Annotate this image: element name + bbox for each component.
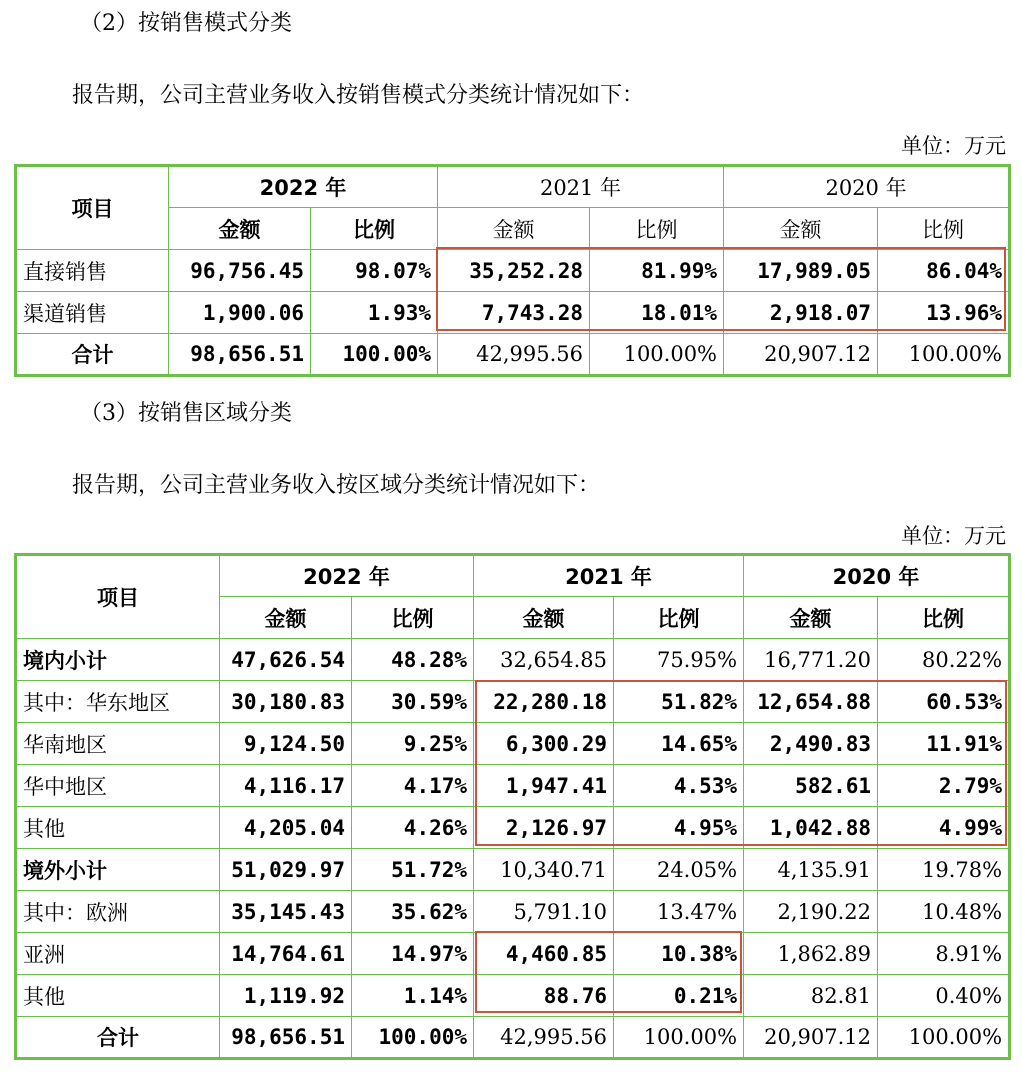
cell: 1,862.89 — [744, 933, 878, 975]
cell: 82.81 — [744, 975, 878, 1017]
cell: 98,656.51 — [220, 1017, 352, 1059]
header-amount-2020: 金额 — [724, 208, 878, 250]
row-label: 渠道销售 — [16, 292, 169, 334]
section3-heading: （3）按销售区域分类 — [80, 401, 292, 426]
cell: 20,907.12 — [724, 334, 878, 376]
section2-heading: （2）按销售模式分类 — [80, 11, 292, 36]
cell: 2.79% — [878, 765, 1010, 807]
cell: 42,995.56 — [438, 334, 590, 376]
cell: 48.28% — [352, 639, 474, 681]
header-amount-2022: 金额 — [169, 208, 311, 250]
cell: 0.21% — [614, 975, 744, 1017]
cell: 17,989.05 — [724, 250, 878, 292]
cell: 51.72% — [352, 849, 474, 891]
cell: 51,029.97 — [220, 849, 352, 891]
cell: 7,743.28 — [438, 292, 590, 334]
header-ratio-2020: 比例 — [878, 597, 1010, 639]
cell: 12,654.88 — [744, 681, 878, 723]
cell: 1.14% — [352, 975, 474, 1017]
row-label: 境内小计 — [16, 639, 220, 681]
cell: 35,252.28 — [438, 250, 590, 292]
header-ratio-2022: 比例 — [311, 208, 438, 250]
header-year-2020: 2020 年 — [724, 166, 1010, 208]
row-label: 其中：欧洲 — [16, 891, 220, 933]
header-year-2021: 2021 年 — [474, 555, 744, 597]
cell: 32,654.85 — [474, 639, 614, 681]
header-ratio-2022: 比例 — [352, 597, 474, 639]
cell: 1,042.88 — [744, 807, 878, 849]
cell: 11.91% — [878, 723, 1010, 765]
cell: 13.47% — [614, 891, 744, 933]
header-year-2021: 2021 年 — [438, 166, 724, 208]
cell: 100.00% — [614, 1017, 744, 1059]
row-label: 华南地区 — [16, 723, 220, 765]
cell: 16,771.20 — [744, 639, 878, 681]
cell: 6,300.29 — [474, 723, 614, 765]
table-row — [16, 681, 1010, 723]
header-item: 项目 — [16, 166, 169, 250]
header-amount-2022: 金额 — [220, 597, 352, 639]
table-row — [16, 250, 1010, 292]
cell: 96,756.45 — [169, 250, 311, 292]
cell: 100.00% — [878, 1017, 1010, 1059]
table-row — [16, 891, 1010, 933]
cell: 51.82% — [614, 681, 744, 723]
cell: 42,995.56 — [474, 1017, 614, 1059]
cell: 10.48% — [878, 891, 1010, 933]
cell: 1,947.41 — [474, 765, 614, 807]
table-row — [16, 849, 1010, 891]
row-label: 其他 — [16, 975, 220, 1017]
cell: 10,340.71 — [474, 849, 614, 891]
cell: 4.17% — [352, 765, 474, 807]
cell: 1.93% — [311, 292, 438, 334]
header-ratio-2021: 比例 — [614, 597, 744, 639]
header-ratio-2020: 比例 — [878, 208, 1010, 250]
cell: 4,135.91 — [744, 849, 878, 891]
cell: 4.53% — [614, 765, 744, 807]
table-row — [16, 765, 1010, 807]
table-row — [16, 807, 1010, 849]
cell: 30.59% — [352, 681, 474, 723]
cell: 24.05% — [614, 849, 744, 891]
cell: 35.62% — [352, 891, 474, 933]
table-row — [16, 292, 1010, 334]
cell: 88.76 — [474, 975, 614, 1017]
cell: 13.96% — [878, 292, 1010, 334]
cell: 2,918.07 — [724, 292, 878, 334]
cell: 98,656.51 — [169, 334, 311, 376]
row-label: 合计 — [16, 334, 169, 376]
cell: 8.91% — [878, 933, 1010, 975]
cell: 9,124.50 — [220, 723, 352, 765]
cell: 582.61 — [744, 765, 878, 807]
cell: 2,490.83 — [744, 723, 878, 765]
row-label: 直接销售 — [16, 250, 169, 292]
cell: 5,791.10 — [474, 891, 614, 933]
cell: 14.97% — [352, 933, 474, 975]
cell: 30,180.83 — [220, 681, 352, 723]
row-label: 其中：华东地区 — [16, 681, 220, 723]
header-amount-2021: 金额 — [438, 208, 590, 250]
table-row-total — [16, 334, 1010, 376]
row-label: 其他 — [16, 807, 220, 849]
cell: 0.40% — [878, 975, 1010, 1017]
header-item: 项目 — [16, 555, 220, 639]
cell: 20,907.12 — [744, 1017, 878, 1059]
table-row — [16, 723, 1010, 765]
row-label: 合计 — [16, 1017, 220, 1059]
section2-unit: 单位：万元 — [901, 134, 1006, 158]
cell: 2,126.97 — [474, 807, 614, 849]
row-label: 华中地区 — [16, 765, 220, 807]
table-row — [16, 933, 1010, 975]
cell: 98.07% — [311, 250, 438, 292]
cell: 60.53% — [878, 681, 1010, 723]
header-amount-2021: 金额 — [474, 597, 614, 639]
cell: 4,205.04 — [220, 807, 352, 849]
cell: 1,900.06 — [169, 292, 311, 334]
cell: 4.99% — [878, 807, 1010, 849]
header-year-2022: 2022 年 — [169, 166, 438, 208]
sales-region-table — [14, 553, 1011, 1060]
cell: 14,764.61 — [220, 933, 352, 975]
header-amount-2020: 金额 — [744, 597, 878, 639]
cell: 100.00% — [311, 334, 438, 376]
cell: 14.65% — [614, 723, 744, 765]
row-label: 境外小计 — [16, 849, 220, 891]
cell: 2,190.22 — [744, 891, 878, 933]
row-label: 亚洲 — [16, 933, 220, 975]
cell: 4.95% — [614, 807, 744, 849]
table-row-total — [16, 1017, 1010, 1059]
cell: 100.00% — [590, 334, 724, 376]
header-ratio-2021: 比例 — [590, 208, 724, 250]
cell: 80.22% — [878, 639, 1010, 681]
cell: 81.99% — [590, 250, 724, 292]
header-year-2022: 2022 年 — [220, 555, 474, 597]
cell: 75.95% — [614, 639, 744, 681]
section2-intro: 报告期，公司主营业务收入按销售模式分类统计情况如下： — [72, 83, 645, 108]
cell: 19.78% — [878, 849, 1010, 891]
cell: 4,460.85 — [474, 933, 614, 975]
cell: 4.26% — [352, 807, 474, 849]
cell: 100.00% — [878, 334, 1010, 376]
cell: 86.04% — [878, 250, 1010, 292]
cell: 100.00% — [352, 1017, 474, 1059]
cell: 10.38% — [614, 933, 744, 975]
cell: 18.01% — [590, 292, 724, 334]
cell: 1,119.92 — [220, 975, 352, 1017]
sales-mode-table — [14, 164, 1011, 377]
header-year-2020: 2020 年 — [744, 555, 1010, 597]
cell: 35,145.43 — [220, 891, 352, 933]
table-row — [16, 975, 1010, 1017]
section3-intro: 报告期，公司主营业务收入按区域分类统计情况如下： — [72, 473, 601, 498]
cell: 22,280.18 — [474, 681, 614, 723]
cell: 4,116.17 — [220, 765, 352, 807]
section3-unit: 单位：万元 — [901, 524, 1006, 548]
table-row — [16, 639, 1010, 681]
cell: 47,626.54 — [220, 639, 352, 681]
cell: 9.25% — [352, 723, 474, 765]
